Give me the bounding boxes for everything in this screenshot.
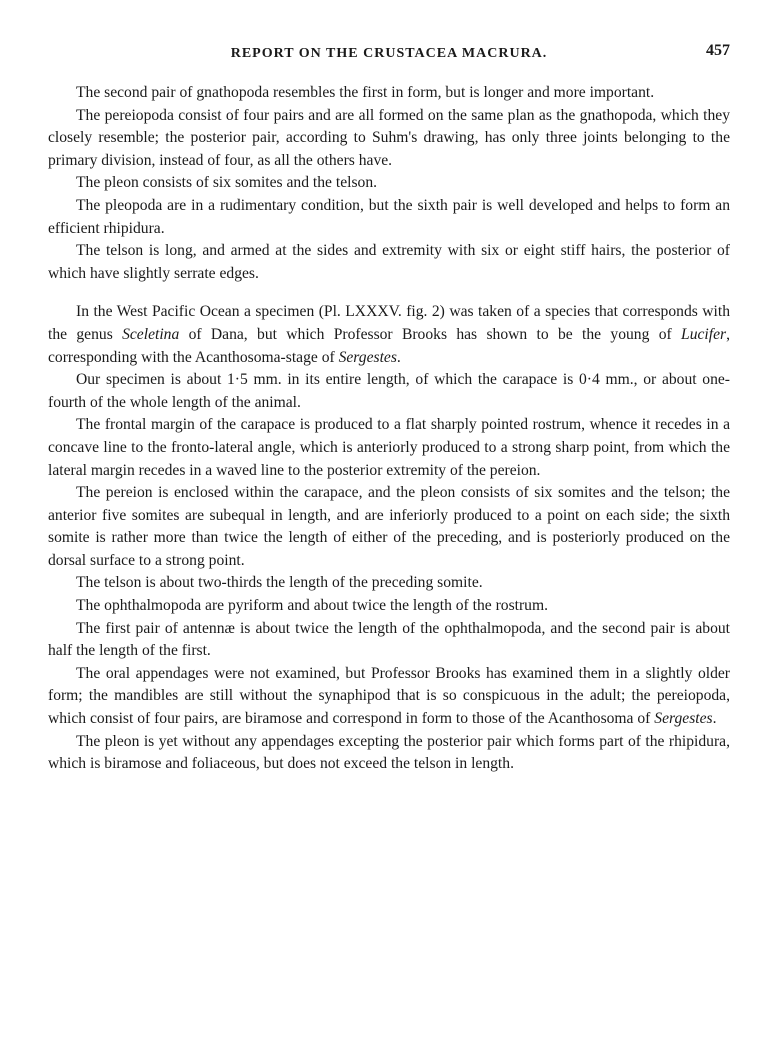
paragraph [48,105,730,173]
paragraph [48,82,730,105]
text-run: The pleopoda are in a rudimentary condition, but the sixth pair is well developed and helps to form an efficient rhipidura. [48,196,730,237]
page-header [48,40,730,70]
text-run: The frontal margin of the carapace is produced to a flat sharply pointed rostrum, whence it recedes in a concave line to the fronto-lateral angle, which is anteriorly produced to a strong sharp point, from which the lateral margin recedes in a waved line to the posterior extremity of the pereion. [48,416,730,479]
italic-term: Sceletina [122,325,180,343]
body-text [48,82,730,776]
text-run: The pleon is yet without any appendages excepting the posterior pair which forms part of the rhipidura, which is biramose and foliaceous, but does not exceed the telson in length. [48,732,730,773]
page-number: 457 [706,42,730,59]
paragraph [48,572,730,595]
text-run: The oral appendages were not examined, but Professor Brooks has examined them in a slightly older form; the mandibles are still without the synaphipod that is so conspicuous in the adult; the pereiopoda, which consist of four pairs, are biramose and correspond in form to those of the Acanthosoma of [48,664,730,728]
paragraph [48,195,730,240]
text-run: The pleon consists of six somites and the telson. [76,174,378,192]
italic-term: Lucifer [681,325,727,343]
text-run: The second pair of gnathopoda resembles the first in form, but is longer and more important. [76,84,655,101]
paragraph [48,731,730,776]
text-run: The pereion is enclosed within the carapace, and the pleon consists of six somites and the telson; the anterior five somites are subequal in length, and are inferiorly produced to a point on each side; the sixth somite is rather more than twice the length of either of the preceding, and is posteriorly produced on the dorsal surface to a strong point. [48,484,730,569]
text-run: The pereiopoda consist of four pairs and are all formed on the same plan as the gnathopoda, which they closely resemble; the posterior pair, according to Suhm's drawing, has only three joints belonging to the primary division, instead of four, as all the others have. [48,106,730,169]
text-run: . [712,710,717,728]
italic-term: Sergestes [654,710,713,728]
paragraph [48,172,730,195]
text-run: The telson is long, and armed at the sides and extremity with six or eight stiff hairs, the posterior of which have slightly serrate edges. [48,242,730,282]
text-run: The first pair of antennæ is about twice the length of the ophthalmopoda, and the second pair is about half the length of the first. [48,619,730,660]
paragraph [48,414,730,482]
paragraph [48,663,730,731]
paragraph [48,301,730,369]
text-run: , corresponding with the Acanthosoma-stage of [48,325,730,366]
paragraph [48,618,730,663]
text-run: Our specimen is about 1·5 mm. in its entire length, of which the carapace is 0·4 mm., or about one-fourth of the whole length of the animal. [48,371,730,411]
paragraph [48,595,730,618]
text-run: The telson is about two-thirds the length of the preceding somite. [76,574,483,592]
text-run: . [396,348,401,366]
paragraph [48,369,730,414]
text-run: of Dana, but which Professor Brooks has shown to be the young of [179,325,682,343]
paragraph [48,482,730,572]
italic-term: Sergestes [338,348,397,366]
running-head: REPORT ON THE CRUSTACEA MACRURA. [230,46,548,61]
paragraph [48,240,730,285]
document-page [48,40,730,776]
text-run: In the West Pacific Ocean a specimen (Pl. LXXXV. fig. 2) was taken of a species that corresponds with the genus [48,303,730,343]
text-run: The ophthalmopoda are pyriform and about twice the length of the rostrum. [76,597,549,615]
